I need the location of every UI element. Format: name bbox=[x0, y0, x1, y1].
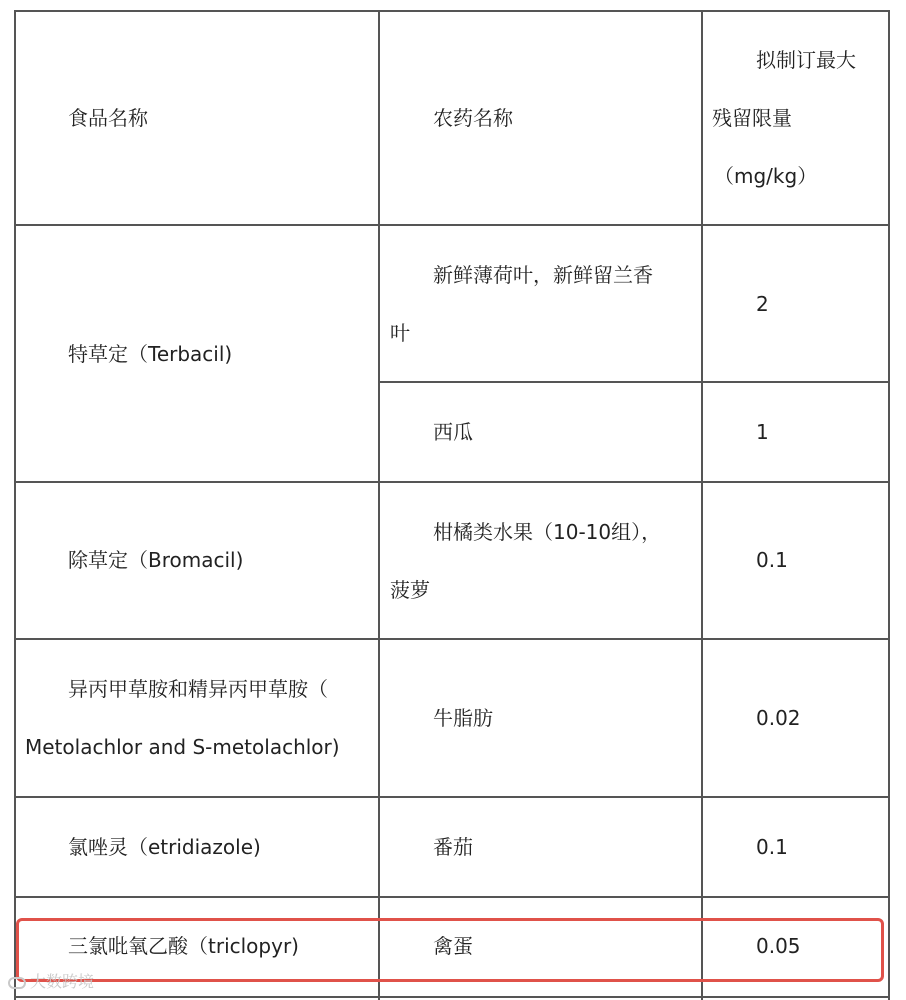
watermark-logo-icon bbox=[8, 977, 26, 989]
header-mrl-line1: 拟制订最大 bbox=[756, 48, 856, 72]
mrl-tomato: 0.1 bbox=[756, 835, 788, 859]
table-divider-col1 bbox=[378, 10, 380, 1000]
pesticide-metolachlor-line1: 异丙甲草胺和精异丙甲草胺（ bbox=[68, 677, 328, 701]
food-mint-line2: 叶 bbox=[390, 321, 410, 345]
header-food-name: 食品名称 bbox=[68, 106, 148, 130]
table-border-left bbox=[14, 10, 16, 1000]
mrl-watermelon: 1 bbox=[756, 420, 769, 444]
pesticide-bromacil: 除草定（Bromacil) bbox=[68, 548, 244, 572]
watermark bbox=[8, 972, 94, 992]
mrl-poultry-eggs: 0.05 bbox=[756, 934, 801, 958]
header-bottom-line bbox=[14, 224, 890, 226]
food-tomato: 番茄 bbox=[433, 835, 473, 859]
food-cattle-fat: 牛脂肪 bbox=[433, 706, 493, 730]
food-mint-line1: 新鲜薄荷叶，新鲜留兰香 bbox=[433, 263, 653, 287]
header-mrl-line3: （mg/kg） bbox=[714, 164, 818, 188]
row-divider-3 bbox=[14, 796, 890, 798]
pesticide-terbacil: 特草定（Terbacil) bbox=[68, 342, 233, 366]
mrl-mint: 2 bbox=[756, 292, 769, 316]
header-pesticide-name: 农药名称 bbox=[433, 106, 513, 130]
row-divider-5 bbox=[14, 996, 890, 998]
pesticide-triclopyr: 三氯吡氧乙酸（triclopyr) bbox=[68, 934, 299, 958]
food-citrus-line1: 柑橘类水果（10-10组）， bbox=[433, 520, 662, 544]
highlight-box-triclopyr bbox=[16, 918, 884, 982]
table-border-top bbox=[14, 10, 890, 12]
watermark-text: 大数跨境 bbox=[30, 972, 95, 991]
table-border-right bbox=[888, 10, 890, 1000]
mrl-citrus: 0.1 bbox=[756, 548, 788, 572]
table-divider-col2 bbox=[701, 10, 703, 1000]
row-divider-4 bbox=[14, 896, 890, 898]
row-divider-1 bbox=[14, 481, 890, 483]
pesticide-metolachlor-line2: Metolachlor and S-metolachlor) bbox=[25, 735, 340, 759]
pesticide-etridiazole: 氯唑灵（etridiazole) bbox=[68, 835, 261, 859]
row-divider-2 bbox=[14, 638, 890, 640]
mrl-cattle-fat: 0.02 bbox=[756, 706, 801, 730]
food-poultry-eggs: 禽蛋 bbox=[433, 934, 473, 958]
food-citrus-line2: 菠萝 bbox=[390, 578, 430, 602]
row-divider-terbacil-sub bbox=[378, 381, 890, 383]
food-watermelon: 西瓜 bbox=[433, 420, 473, 444]
header-mrl-line2: 残留限量 bbox=[712, 106, 792, 130]
